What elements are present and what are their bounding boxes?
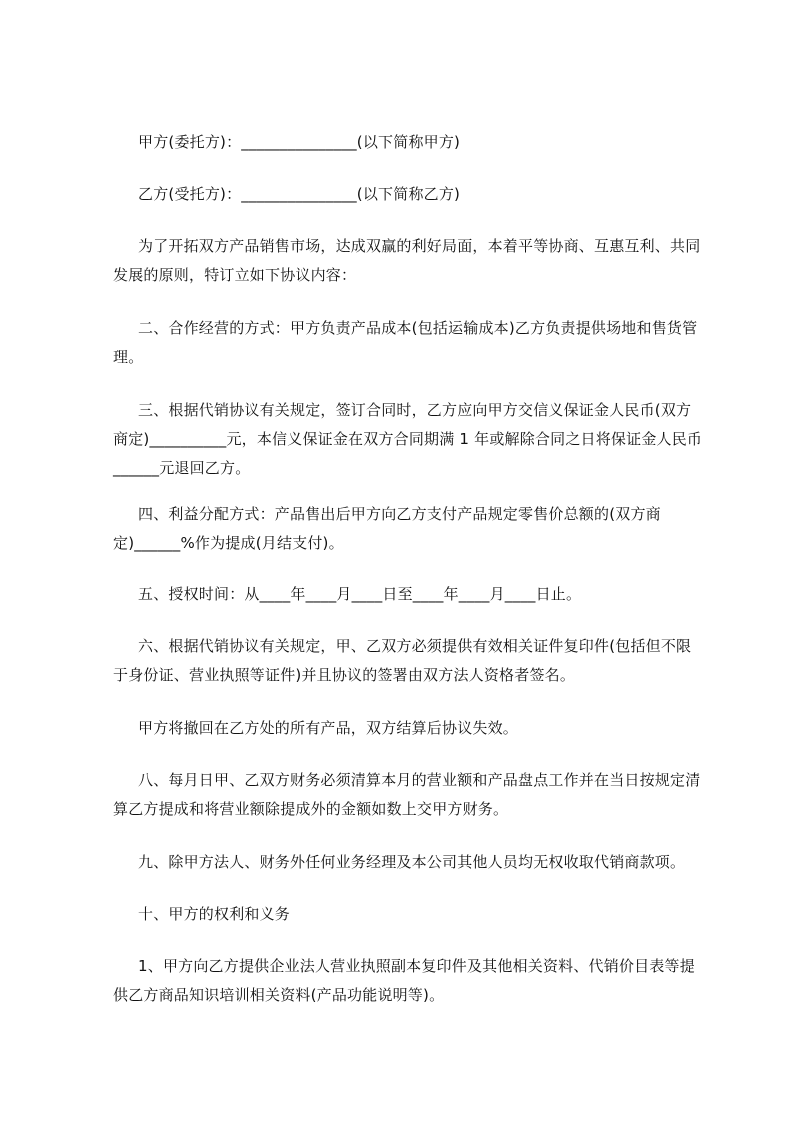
clause-9-paragraph: 九、除甲方法人、财务外任何业务经理及本公司其他人员均无权收取代销商款项。 bbox=[138, 853, 686, 871]
party-b-line: 乙方(受托方)：_______________(以下简称乙方) bbox=[138, 185, 461, 203]
clause-8-paragraph: 八、每月日甲、乙双方财务必须清算本月的营业额和产品盘点工作并在当日按规定清算乙方提成和将营业额除提成外的金额如数上交甲方财务。 bbox=[113, 771, 701, 818]
clause-5-paragraph: 五、授权时间：从____年____月____日至____年____月____日止。 bbox=[138, 585, 582, 603]
preamble-paragraph: 为了开拓双方产品销售市场，达成双赢的利好局面，本着平等协商、互惠互利、共同发展的原则，特订立如下协议内容： bbox=[113, 237, 701, 284]
clause-10-item-1-paragraph: 1、甲方向乙方提供企业法人营业执照副本复印件及其他相关资料、代销价目表等提供乙方商品知识培训相关资料(产品功能说明等)。 bbox=[113, 957, 695, 1004]
clause-10-heading: 十、甲方的权利和义务 bbox=[138, 905, 291, 923]
party-a-line: 甲方(委托方)：_______________(以下简称甲方) bbox=[138, 133, 461, 151]
clause-4-paragraph: 四、利益分配方式：产品售出后甲方向乙方支付产品规定零售价总额的(双方商定)______%作为提成(月结支付)。 bbox=[113, 505, 661, 552]
clause-3-paragraph: 三、根据代销协议有关规定，签订合同时，乙方应向甲方交信义保证金人民币(双方商定)__________元，本信义保证金在双方合同期满 1 年或解除合同之日将保证金人民币______元退回乙方。 bbox=[113, 401, 703, 477]
withdrawal-paragraph: 甲方将撤回在乙方处的所有产品，双方结算后协议失效。 bbox=[138, 719, 519, 737]
clause-6-paragraph: 六、根据代销协议有关规定，甲、乙双方必须提供有效相关证件复印件(包括但不限于身份证、营业执照等证件)并且协议的签署由双方法人资格者签名。 bbox=[113, 637, 692, 684]
clause-2-paragraph: 二、合作经营的方式：甲方负责产品成本(包括运输成本)乙方负责提供场地和售货管理。 bbox=[113, 319, 698, 366]
